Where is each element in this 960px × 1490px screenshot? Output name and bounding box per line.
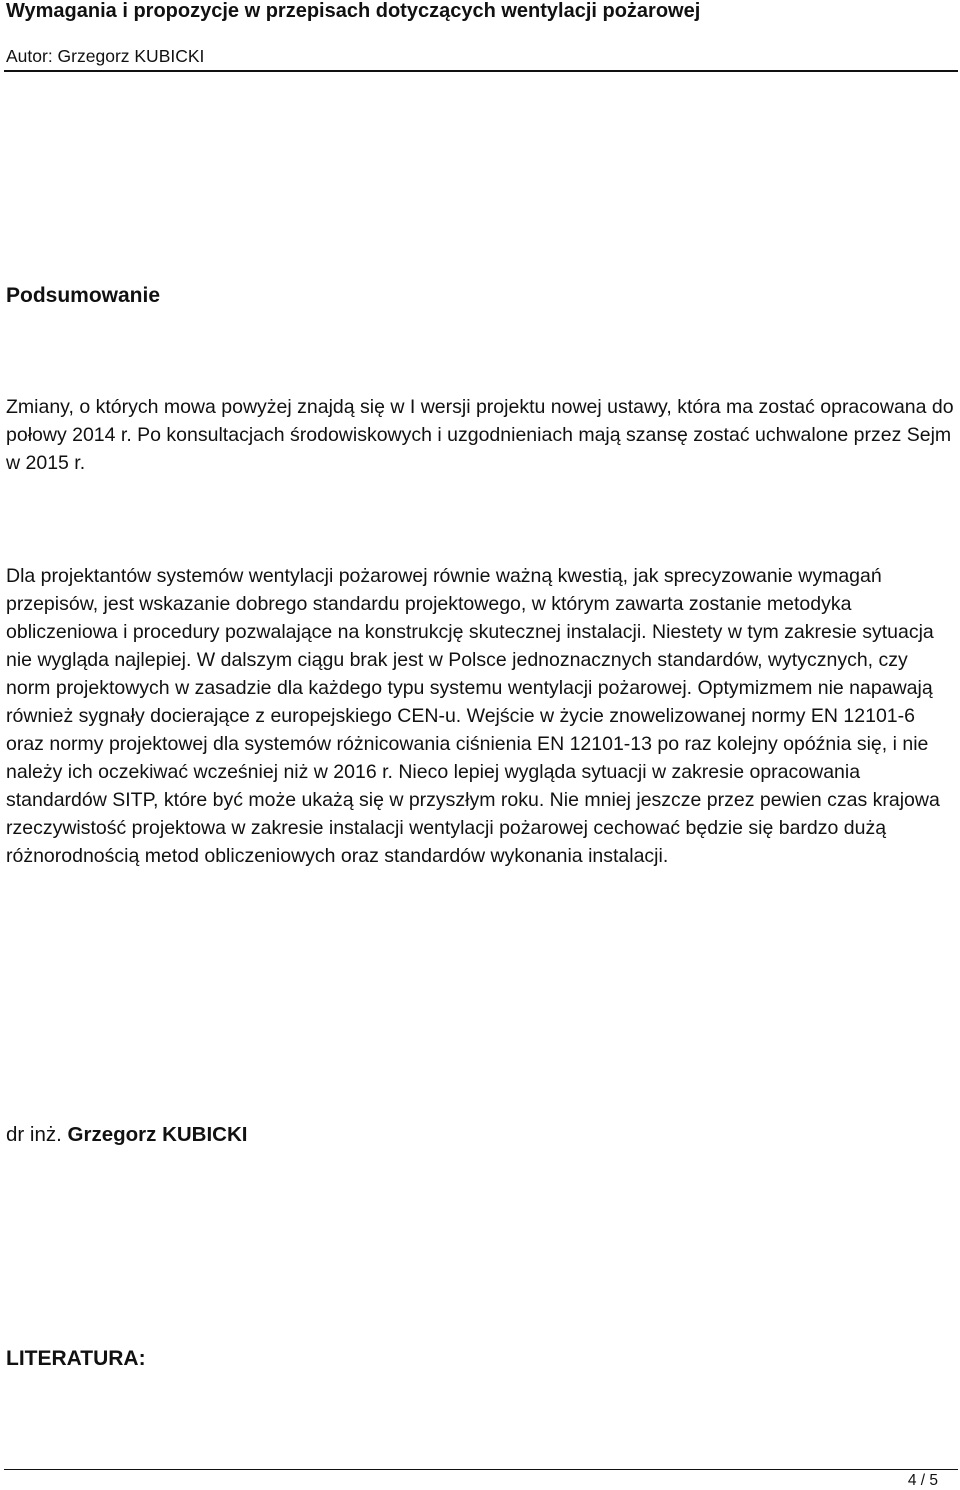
summary-paragraph-1: Zmiany, o których mowa powyżej znajdą się w I wersji projektu nowej ustawy, która ma zostać opracowana do połowy 2014 r. Po konsultacjach środowiskowych i uzgodnieniach mają szansę zostać uchwalone przez Sejm w 2015 r. <box>6 396 954 474</box>
author-signature <box>6 1122 248 1148</box>
signature-title: dr inż. <box>6 1123 62 1146</box>
header-divider <box>4 70 958 72</box>
signature-name: Grzegorz KUBICKI <box>67 1123 248 1146</box>
summary-paragraph-2: Dla projektantów systemów wentylacji pożarowej równie ważną kwestią, jak sprecyzowanie wymagań przepisów, jest wskazanie dobrego standardu projektowego, w którym zawarta zostanie metodyka obliczeniowa i procedury pozwalające na konstrukcję skutecznej instalacji. Niestety w tym zakresie sytuacja nie wygląda najlepiej. W dalszym ciągu brak jest w Polsce jednoznacznych standardów, wytycznych, czy norm projektowych w zasadzie dla każdego typu systemu wentylacji pożarowej. Optymizmem nie napawają również sygnały docierające z europejskiego CEN-u. Wejście w życie znowelizowanej normy EN 12101-6 oraz normy projektowej dla systemów różnicowania ciśnienia EN 12101-13 po raz kolejny opóźnia się, i nie należy ich oczekiwać wcześniej niż w 2016 r. Nieco lepiej wygląda sytuacji w zakresie opracowania standardów SITP, które być może ukażą się w przyszłym roku. Nie mniej jeszcze przez pewien czas krajowa rzeczywistość projektowa w zakresie instalacji wentylacji pożarowej cechować będzie się bardzo dużą różnorodnością metod obliczeniowych oraz standardów wykonania instalacji. <box>6 565 940 867</box>
footer-divider <box>4 1469 958 1470</box>
page-number: 4 / 5 <box>907 1472 938 1489</box>
summary-heading: Podsumowanie <box>6 284 161 307</box>
literature-heading: LITERATURA: <box>6 1347 146 1370</box>
document-author: Autor: Grzegorz KUBICKI <box>6 46 205 66</box>
document-title: Wymagania i propozycje w przepisach dotyczących wentylacji pożarowej <box>6 0 701 22</box>
